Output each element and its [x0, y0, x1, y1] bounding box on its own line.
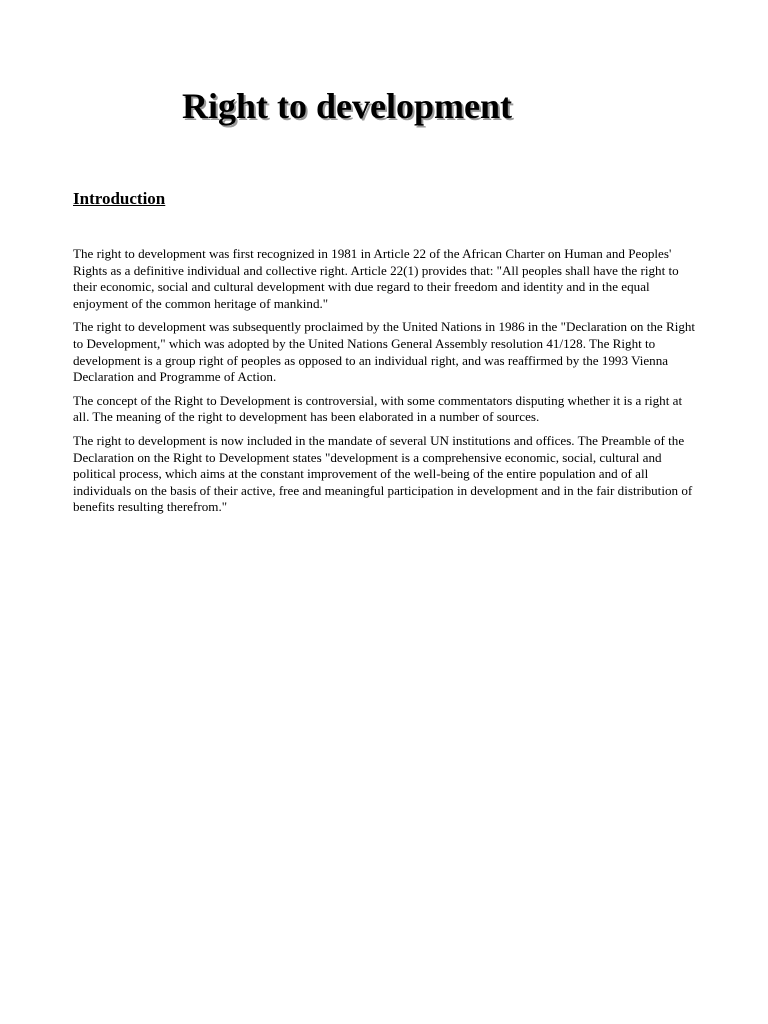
- document-title: Right to development: [182, 86, 512, 126]
- paragraph-3: The concept of the Right to Development is controversial, with some commentators disputing whether it is a right at all. The meaning of the right to development has been elaborated in a number of sources.: [73, 392, 683, 425]
- body-text: [73, 246, 699, 523]
- paragraph-1: The right to development was first recognized in 1981 in Article 22 of the African Charter on Human and Peoples' Rights as a definitive individual and collective right. Article 22(1) provides that: "All peoples shall have the right to their economic, social and cultural development with due regard to their freedom and identity and in the equal enjoyment of the common heritage of mankind.": [73, 246, 679, 311]
- section-heading-introduction: Introduction: [73, 189, 166, 208]
- paragraph-2: The right to development was subsequently proclaimed by the United Nations in 1986 in the "Declaration on the Right to Development," which was adopted by the United Nations General Assembly resolution 41/128. The Right to development is a group right of peoples as opposed to an individual right, and was reaffirmed by the 1993 Vienna Declaration and Programme of Action.: [73, 319, 696, 385]
- paragraph-4: The right to development is now included in the mandate of several UN institutions and offices. The Preamble of the Declaration on the Right to Development states "development is a comprehensive economic, social, cultural and political process, which aims at the constant improvement of the well-being of the entire population and of all individuals on the basis of their active, free and meaningful participation in development and in the fair distribution of benefits resulting therefrom.": [73, 432, 693, 515]
